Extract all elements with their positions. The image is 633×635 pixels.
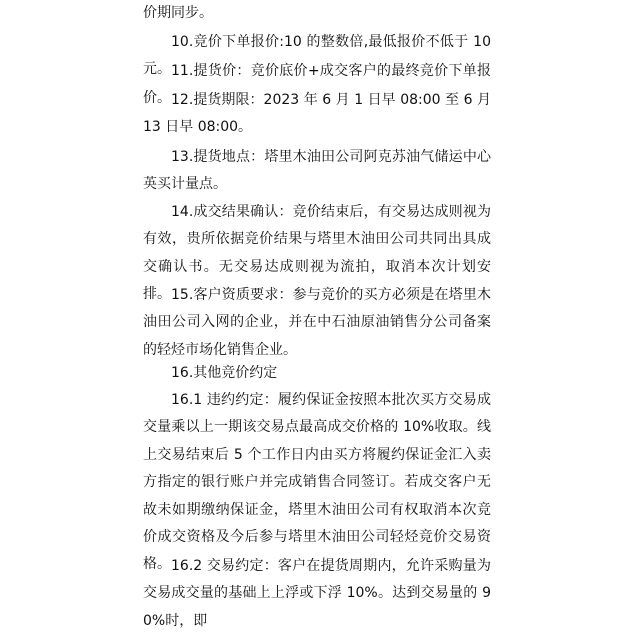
paragraph-breach-terms: 16.1 违约约定：履约保证金按照本批次买方交易成交量乘以上一期该交易点最高成交价格的 10%收取。线上交易结束后 5 个工作日内由买方将履约保证金汇入卖方指定的银行账户并完成销售合同签订。若成交客户无故未如期缴纳保证金，塔里木油田公司有权取消本次竞价成交资格及今后参与塔里木油田公司轻烃竞价交易资格。 [143, 392, 491, 573]
paragraph-deal-confirmation: 14.成交结果确认：竞价结束后，有交易达成则视为有效，贵所依据竞价结果与塔里木油田公司共同出具成交确认书。无交易达成则视为流拍，取消本次计划安排。 [143, 204, 491, 303]
paragraph-pickup-price: 11.提货价：竞价底价+成交客户的最终竞价下单报价。 [143, 63, 491, 107]
paragraph-pickup-location: 13.提货地点：塔里木油田公司阿克苏油气储运中心英买计量点。 [143, 149, 491, 193]
paragraph-other-terms-heading: 16.其他竞价约定 [171, 365, 278, 381]
paragraph-pickup-period: 12.提货期限：2023 年 6 月 1 日早 08:00 至 6 月 13 日早 08:00。 [143, 92, 491, 136]
paragraph-continuation: 价期同步。 [143, 5, 213, 21]
paragraph-trade-terms: 16.2 交易约定：客户在提货周期内，允许采购量为交易成交量的基础上上浮或下浮 10%。达到交易量的 90%时，即 [143, 558, 491, 629]
paragraph-bid-price: 10.竞价下单报价:10 的整数倍,最低报价不低于 10 元。 [143, 34, 491, 78]
paragraph-customer-qualification: 15.客户资质要求：参与竞价的买方必须是在塔里木油田公司入网的企业，并在中石油原油销售分公司备案的轻烃市场化销售企业。 [143, 287, 491, 358]
